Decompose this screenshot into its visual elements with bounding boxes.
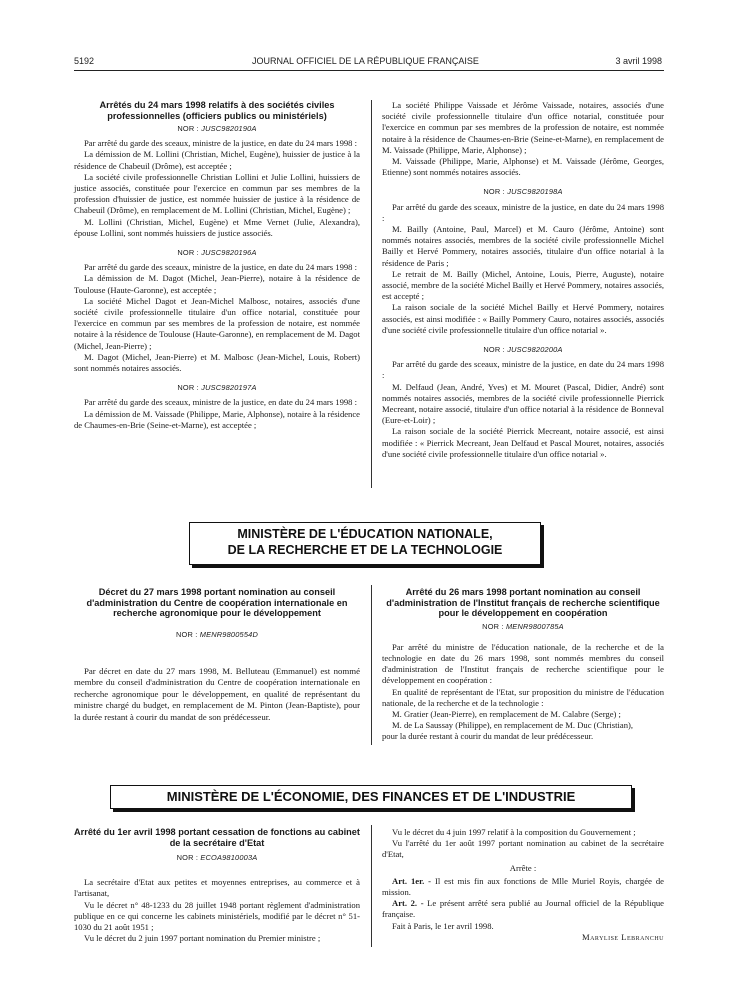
paragraph: Par arrêté du garde des sceaux, ministre de la justice, en date du 24 mars 1998 : xyxy=(84,138,357,149)
arrete-title: Arrêté du 1er avril 1998 portant cessation de fonctions au cabinet de la secrétaire d'Etat xyxy=(74,827,360,848)
paragraph: La société Philippe Vaissade et Jérôme Vaissade, notaires, associés d'une société civile professionnelle titulaire d'un office notarial, constituée pour l'exercice en commun par ses membres de la profession de notaire, est nommée notaire à la résidence de Chaumes-en-Brie (Seine-et-Marne), en remplacement de M. Vaissade (Philippe, Marie, Alphonse) ; xyxy=(382,100,664,155)
page-number: 5192 xyxy=(74,56,95,66)
banner-line: MINISTÈRE DE L'ÉDUCATION NATIONALE, xyxy=(237,527,493,541)
paragraph: Le retrait de M. Bailly (Michel, Antoine, Louis, Pierre, Auguste), notaire associé, membre de la société Michel Bailly et Hervé Pommery, notaires associés, est accepté ; xyxy=(382,268,664,302)
paragraph: M. Vaissade (Philippe, Marie, Alphonse) et M. Vaissade (Jérôme, Georges, Etienne) sont nommés notaires associés. xyxy=(382,156,664,178)
journal-title: JOURNAL OFFICIEL DE LA RÉPUBLIQUE FRANÇAISE xyxy=(252,56,479,66)
paragraph: Vu le décret n° 48-1233 du 28 juillet 1948 portant règlement d'administration publique en ce qui concerne les cabinets ministériels, modifié par le décret n° 51-1030 du 21 août 1951 ; xyxy=(74,899,360,933)
paragraph: La démission de M. Vaissade (Philippe, Marie, Alphonse), notaire à la résidence de Chaumes-en-Brie (Seine-et-Marne), est acceptée ; xyxy=(74,408,360,430)
article xyxy=(382,898,664,920)
paragraph: En qualité de représentant de l'Etat, sur proposition du ministre de l'éducation nationale, de la recherche et de la technologie : xyxy=(382,686,664,708)
arrete-label: Arrête : xyxy=(509,862,537,873)
paragraph: M. Dagot (Michel, Jean-Pierre) et M. Malbosc (Jean-Michel, Louis, Robert) sont nommés notaires associés. xyxy=(74,351,360,374)
nor-reference: NOR : JUSC9820190A xyxy=(177,124,257,133)
paragraph: Par arrêté du garde des sceaux, ministre de la justice, en date du 24 mars 1998 : xyxy=(382,201,664,223)
paragraph: M. Delfaud (Jean, André, Yves) et M. Mouret (Pascal, Didier, André) sont nommés notaires associés, membres de la société civile professionnelle Pierrick Mecreant, notaire associé, titulaire d'un office notarial à la résidence de Bonneval (Eure-et-Loir) ; xyxy=(382,381,664,426)
paragraph: M. Bailly (Antoine, Paul, Marcel) et M. Cauro (Jérôme, Antoine) sont nommés notaires associés, membres de la société civile professionnelle Michel Bailly et Hervé Pommery, notaires associés, titulaire d'un office notarial à la résidence de Paris ; xyxy=(382,224,664,268)
economie-left-column xyxy=(74,827,360,944)
justice-right-column xyxy=(382,100,664,460)
signoff: Fait à Paris, le 1er avril 1998. xyxy=(392,920,494,931)
article-text: Le présent arrêté sera publié au Journal officiel de la République française. xyxy=(382,898,664,920)
article-text: Il est mis fin aux fonctions de Mlle Muriel Royis, chargée de mission. xyxy=(382,875,664,898)
paragraph: Par arrêté du ministre de l'éducation nationale, de la recherche et de la technologie en date du 26 mars 1998, sont nommés membres du conseil d'administration de l'Institut français de recherche scientifique pour le développement en coopération : xyxy=(382,641,664,686)
article-label: Art. 2. - xyxy=(392,898,424,909)
education-left-column xyxy=(74,587,360,724)
paragraph: M. Gratier (Jean-Pierre), en remplacement de M. Calabre (Serge) ; xyxy=(392,708,621,719)
paragraph: La raison sociale de la société Michel Bailly et Hervé Pommery, notaires associés, est ainsi modifiée : « Bailly Pommery Cauro, notaires associés, associés d'une société civile professionnelle titulaire d'un office notarial ». xyxy=(382,302,664,335)
arrete-title: Arrêté du 26 mars 1998 portant nomination au conseil d'administration de l'Institut français de recherche scientifique pour le développement en coopération xyxy=(386,587,660,618)
nor-reference: NOR : MENR9800554D xyxy=(175,629,259,639)
paragraph: Vu le décret du 4 juin 1997 relatif à la composition du Gouvernement ; xyxy=(392,827,636,837)
paragraph: Par arrêté du garde des sceaux, ministre de la justice, en date du 24 mars 1998 : xyxy=(382,359,664,381)
nor-reference: NOR : JUSC9820197A xyxy=(177,383,257,393)
signature: Marylise Lebranchu xyxy=(581,931,664,942)
nor-reference: NOR : JUSC9820198A xyxy=(483,187,563,197)
paragraph: Par arrêté du garde des sceaux, ministre de la justice, en date du 24 mars 1998 : xyxy=(84,262,357,273)
article xyxy=(382,876,664,898)
paragraph: La démission de M. Dagot (Michel, Jean-Pierre), notaire à la résidence de Toulouse (Haute-Garonne), est acceptée ; xyxy=(74,273,360,295)
nor-reference: NOR : ECOA9810003A xyxy=(176,853,258,862)
paragraph: Par arrêté du garde des sceaux, ministre de la justice, en date du 24 mars 1998 : xyxy=(84,397,357,408)
justice-left-column xyxy=(74,100,360,431)
paragraph: Par décret en date du 27 mars 1998, M. Belluteau (Emmanuel) est nommé membre du conseil d'administration du Centre de coopération internationale en recherche agronomique pour le développement, en qualité de représentant du ministre chargé du budget, en remplacement de M. Pinton (Jean-Baptiste), pour la durée restant à courir du mandat de son prédécesseur. xyxy=(74,665,360,723)
article-label: Art. 1er. - xyxy=(392,875,432,886)
education-right-column xyxy=(382,587,664,743)
paragraph: pour la durée restant à courir du mandat de leur prédécesseur. xyxy=(382,731,594,742)
paragraph: M. de La Saussay (Philippe), en remplacement de M. Duc (Christian), xyxy=(392,720,634,731)
ministry-economie-banner: MINISTÈRE DE L'ÉCONOMIE, DES FINANCES ET DE L'INDUSTRIE xyxy=(110,785,632,809)
paragraph: La secrétaire d'Etat aux petites et moyennes entreprises, au commerce et à l'artisanat, xyxy=(74,877,360,899)
paragraph: M. Lollini (Christian, Michel, Eugène) et Mme Vernet (Julie, Alexandra), épouse Lollini, sont nommés huissiers de justice associés. xyxy=(74,216,360,238)
justice-section-title: Arrêtés du 24 mars 1998 relatifs à des sociétés civiles professionnelles (officiers publics ou ministériels) xyxy=(99,100,335,121)
paragraph: Vu le décret du 2 juin 1997 portant nomination du Premier ministre ; xyxy=(84,933,321,944)
ministry-education-banner xyxy=(189,522,541,565)
decree-title: Décret du 27 mars 1998 portant nomination au conseil d'administration du Centre de coopération internationale en recherche agronomique pour le développement xyxy=(86,587,348,618)
nor-reference: NOR : JUSC9820200A xyxy=(483,345,563,355)
banner-line: DE LA RECHERCHE ET DE LA TECHNOLOGIE xyxy=(227,543,503,557)
paragraph: La raison sociale de la société Pierrick Mecreant, notaire associé, est ainsi modifiée : « Pierrick Mecreant, Jean Delfaud et Pascal Mouret, notaires, associés d'une société civile professionnelle titulaire d'un office notarial ». xyxy=(382,426,664,459)
nor-reference: NOR : MENR9800785A xyxy=(482,621,564,631)
header-rule xyxy=(74,70,664,71)
paragraph: Vu l'arrêté du 1er août 1997 portant nomination au cabinet de la secrétaire d'Etat, xyxy=(382,838,664,860)
paragraph: La société civile professionnelle Christian Lollini et Julie Lollini, huissiers de justice associés, constituée pour l'exercice en commun par ses membres de la profession d'huissier de justice, est nommée huissier de justice à la résidence de Chabeuil (Drôme), en remplacement de M. Lollini (Christian, Michel, Eugène) ; xyxy=(74,171,360,216)
nor-reference: NOR : JUSC9820196A xyxy=(177,248,257,258)
paragraph: La démission de M. Lollini (Christian, Michel, Eugène), huissier de justice à la résidence de Chabeuil (Drôme), est acceptée ; xyxy=(74,149,360,171)
column-separator xyxy=(371,825,372,947)
column-separator xyxy=(371,100,372,488)
paragraph: La société Michel Dagot et Jean-Michel Malbosc, notaires, associés d'une société civile professionnelle titulaire d'un office notarial, constituée pour l'exercice en commun par ses membres de la profession de notaire, est nommée notaire à la résidence de Toulouse (Haute-Garonne), en remplacement de M. Dagot (Michel, Jean-Pierre) ; xyxy=(74,295,360,351)
issue-date: 3 avril 1998 xyxy=(615,56,662,66)
column-separator xyxy=(371,585,372,745)
economie-right-column xyxy=(382,827,664,943)
